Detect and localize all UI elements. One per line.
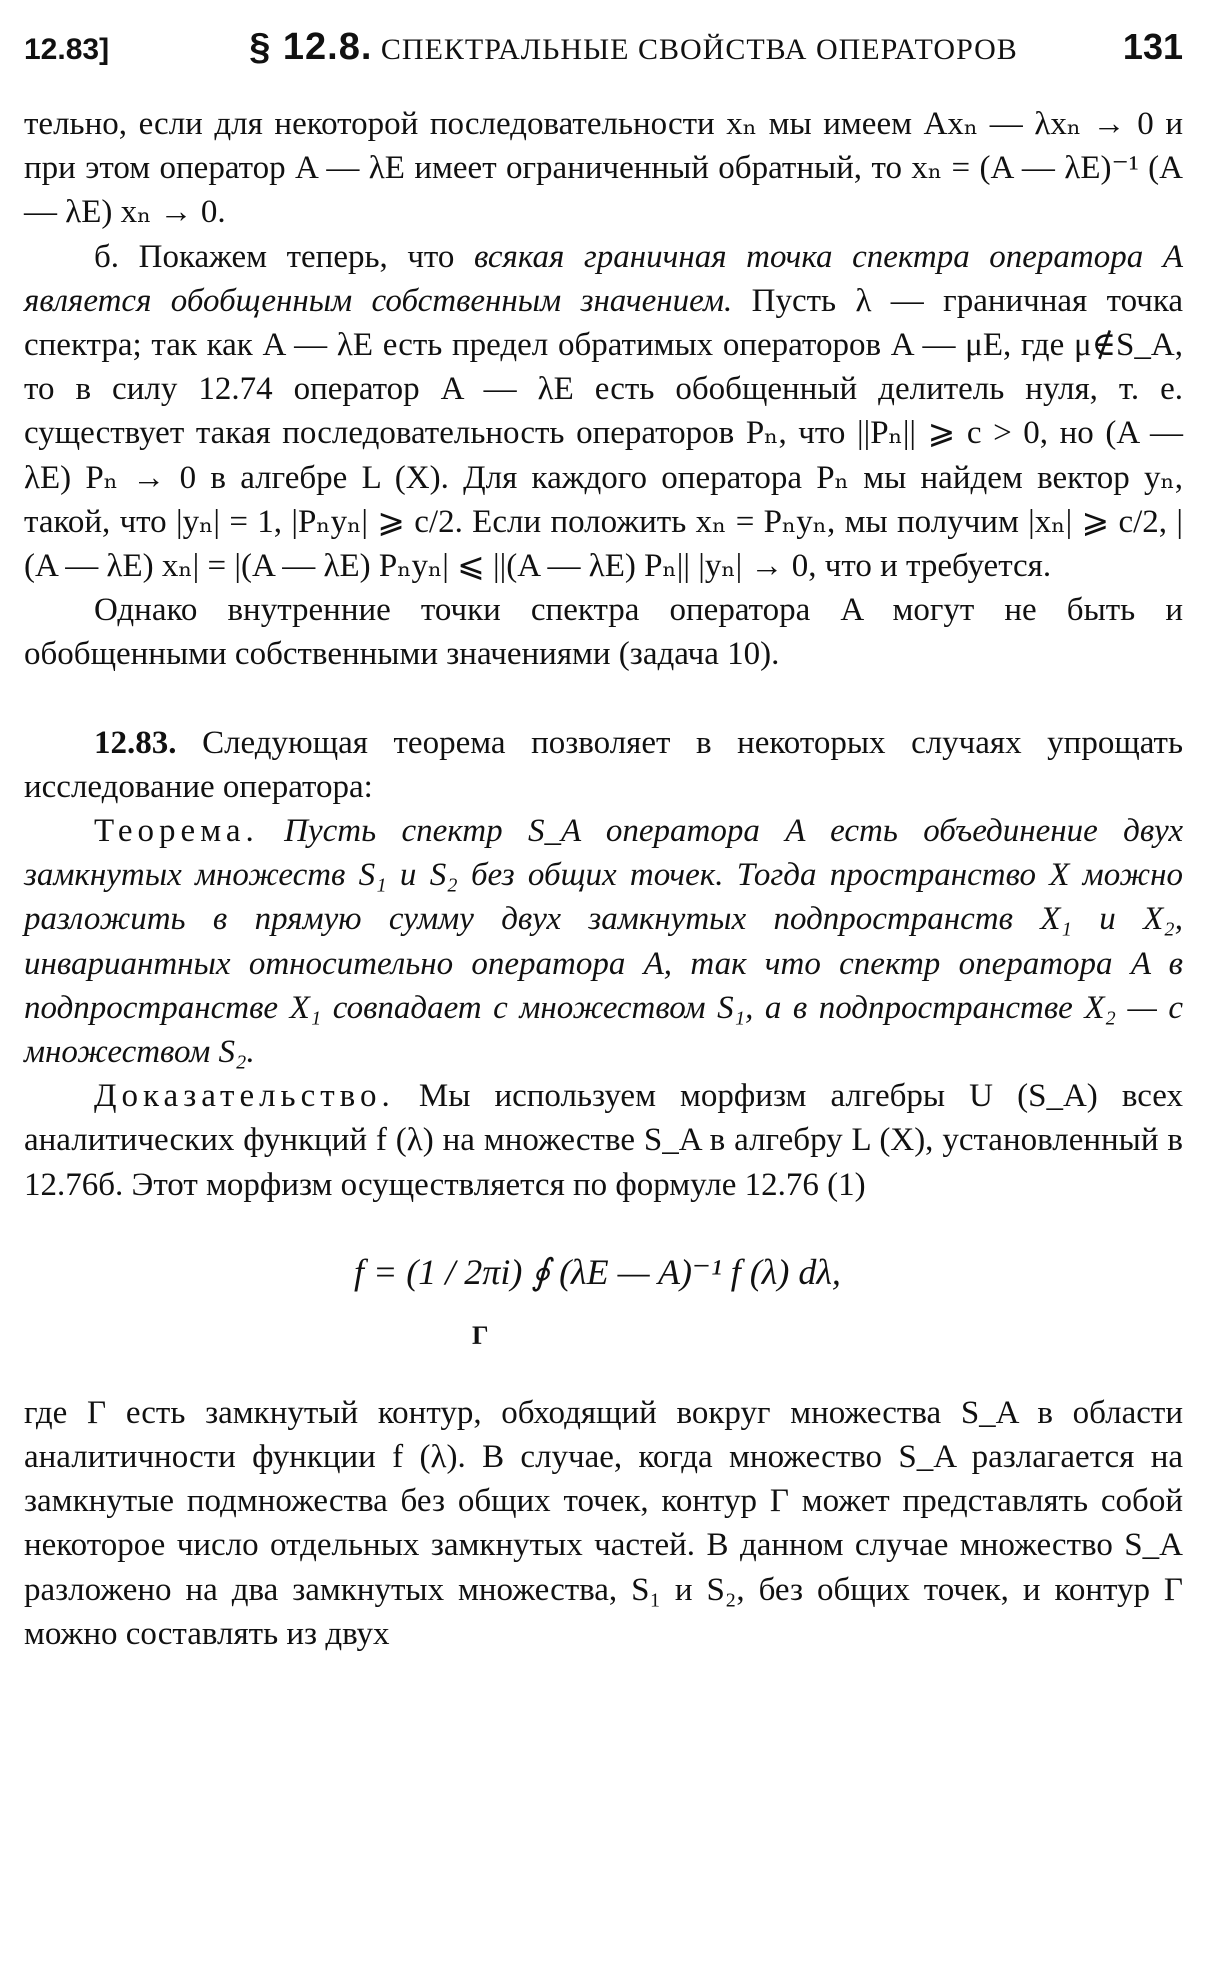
header-section-number: § 12.8. (249, 26, 373, 68)
paragraph-12-83 (24, 721, 1183, 809)
proof (24, 1074, 1183, 1207)
paragraph-b-statement: всякая граничная точка спектра оператора A является обобщенным собственным значением. (24, 238, 1183, 319)
header-title (184, 26, 1083, 69)
theorem (24, 809, 1183, 1074)
page-number: 131 (1122, 26, 1183, 67)
paragraph-b-lead: б. Покажем теперь, что (94, 238, 474, 275)
formula-contour-label: Γ (472, 1320, 489, 1350)
header-paragraph-ref: 12.83] (24, 33, 110, 66)
proof-label: Доказательство. (94, 1078, 395, 1115)
running-header (24, 26, 1183, 82)
paragraph-remark: Однако внутренние точки спектра оператора A могут не быть и обобщенными собственными значениями (задача 10). (24, 592, 1183, 673)
item-intro: Следующая теорема позволяет в некоторых случаях упрощать исследование оператора: (24, 724, 1183, 805)
theorem-statement: Пусть спектр S_A оператора A есть объединение двух замкнутых множеств S₁ и S₂ без общих точек. Тогда пространство X можно разложить в прямую сумму двух замкнутых подпространств X₁ и X₂, инвариантных относительно оператора A, так что спектр оператора A в подпространстве X₁ совпадает с множеством S₁, а в подпространстве X₂ — с множеством S₂. (24, 813, 1183, 1071)
paragraph-b-proof: Пусть λ — граничная точка спектра; так как A — λE есть предел обратимых операторов A — μE, где μ∉S_A, то в силу 12.74 оператор A — λE есть обобщенный делитель нуля, т. е. существует такая последовательность операторов Pₙ, что ||Pₙ|| ⩾ c > 0, но (A — λE) Pₙ → 0 в алгебре L (X). Для каждого оператора Pₙ мы найдем вектор yₙ, такой, что |yₙ| = 1, |Pₙyₙ| ⩾ c/2. Если положить xₙ = Pₙyₙ, мы получим |xₙ| ⩾ c/2, |(A — λE) xₙ| = |(A — λE) Pₙyₙ| ⩽ ||(A — λE) Pₙ|| |yₙ| → 0, что и требуется. (24, 282, 1184, 585)
paragraph-continuation: тельно, если для некоторой последовательности xₙ мы имеем Axₙ — λxₙ → 0 и при этом оператор A — λE имеет ограниченный обратный, то xₙ = (A — λE)⁻¹ (A — λE) xₙ → 0. (24, 106, 1183, 231)
header-section-title: СПЕКТРАЛЬНЫЕ СВОЙСТВА ОПЕРАТОРОВ (380, 33, 1018, 66)
item-number: 12.83. (94, 724, 177, 761)
proof-text: Мы используем морфизм алгебры U (S_A) всех аналитических функций f (λ) на множестве S_A в алгебру L (X), установленный в 12.76б. Этот морфизм осуществляется по формуле 12.76 (1) (24, 1078, 1183, 1203)
section-gap (24, 677, 1183, 721)
display-formula (24, 1221, 1183, 1371)
paragraph-contour: где Γ есть замкнутый контур, обходящий вокруг множества S_A в области аналитичности функции f (λ). В случае, когда множество S_A разлагается на замкнутые подмножества без общих точек, контур Γ может представлять собой некоторое число отдельных замкнутых частей. В данном случае множество S_A разложено на два замкнутых множества, S₁ и S₂, без общих точек, и контур Γ можно составлять из двух (24, 1394, 1183, 1652)
theorem-label: Теорема. (94, 813, 259, 850)
formula-body: f = (1 / 2πi) ∮ (λE — A)⁻¹ f (λ) dλ, (354, 1251, 841, 1292)
paragraph-b (24, 235, 1183, 589)
